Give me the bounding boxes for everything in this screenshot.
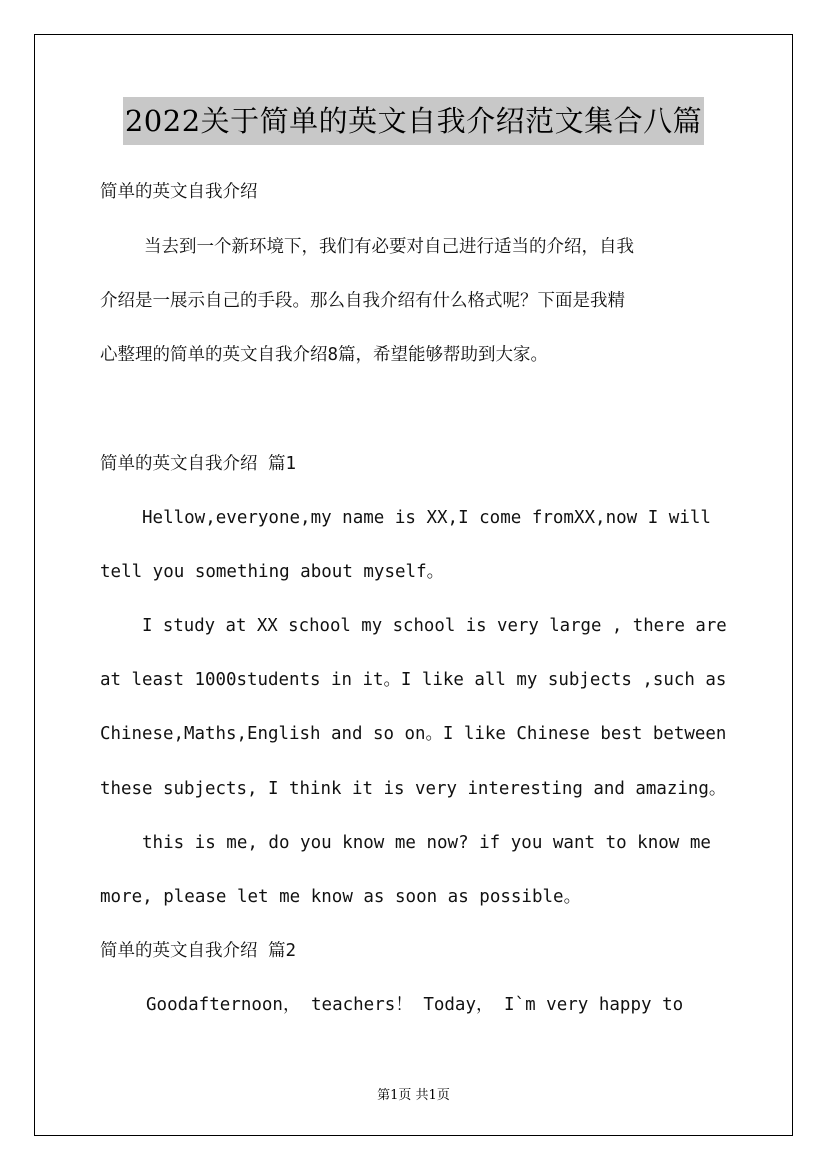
section-heading-2: 简单的英文自我介绍 篇2 xyxy=(100,941,297,961)
paragraph-line xyxy=(144,220,727,274)
paragraph-line: Goodafternoon， teachers！ Today， I`m very happy to xyxy=(146,995,684,1015)
paragraph-line: this is me, do you know me now? if you want to know me xyxy=(142,833,711,853)
section-heading-intro: 简单的英文自我介绍 xyxy=(100,182,258,202)
paragraph-line: Chinese,Maths,English and so on。I like Chinese best between xyxy=(100,724,727,744)
paragraph-line-text: 当去到一个新环境下，我们有必要对自己进行适当的介绍，自我 xyxy=(144,237,634,257)
title-wrap xyxy=(0,97,827,145)
paragraph-line: Hellow,everyone,my name is XX,I come fromXX,now I will xyxy=(142,508,711,528)
paragraph-line: 心整理的简单的英文自我介绍8篇，希望能够帮助到大家。 xyxy=(100,345,549,365)
paragraph-line: 介绍是一展示自己的手段。那么自我介绍有什么格式呢？下面是我精 xyxy=(100,291,625,311)
paragraph-line: more, please let me know as soon as possible。 xyxy=(100,887,582,907)
paragraph-line: tell you something about myself。 xyxy=(100,562,445,582)
document-title: 2022关于简单的英文自我介绍范文集合八篇 xyxy=(123,97,704,145)
paragraph-line: these subjects, I think it is very interesting and amazing。 xyxy=(100,779,727,799)
paragraph-line: at least 1000students in it。I like all my subjects ,such as xyxy=(100,670,727,690)
paragraph-line: I study at XX school my school is very large , there are xyxy=(142,616,727,636)
page-footer: 第1页 共1页 xyxy=(377,1088,450,1103)
section-heading-1: 简单的英文自我介绍 篇1 xyxy=(100,454,297,474)
